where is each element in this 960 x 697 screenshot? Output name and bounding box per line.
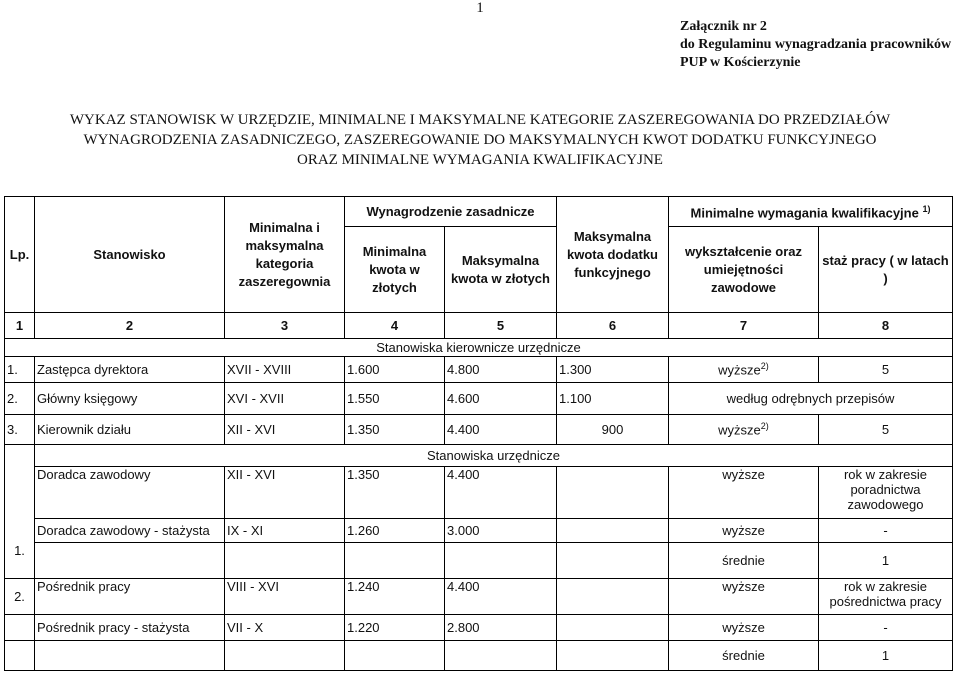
cell-wyk: wyższe bbox=[669, 615, 819, 641]
col-number: 4 bbox=[345, 313, 445, 339]
annex-line-3: PUP w Kościerzynie bbox=[680, 55, 801, 70]
cell-wyk-text: wyższe bbox=[718, 362, 761, 378]
cell-min: 1.600 bbox=[345, 357, 445, 383]
table-row bbox=[5, 579, 953, 615]
col-number: 1 bbox=[5, 313, 35, 339]
header-wynagrodzenie: Wynagrodzenie zasadnicze bbox=[345, 197, 557, 227]
cell-name: Doradca zawodowy bbox=[35, 467, 225, 519]
header-min-kwota: Minimalna kwota w złotych bbox=[345, 227, 445, 313]
cell-dod: 1.100 bbox=[557, 383, 669, 415]
table-row bbox=[5, 357, 953, 383]
cell-kat: IX - XI bbox=[225, 519, 345, 543]
cell-kat: VII - X bbox=[225, 615, 345, 641]
cell-wyk-text: wyższe bbox=[718, 422, 761, 438]
cell-dod bbox=[557, 467, 669, 519]
cell-wyk bbox=[669, 357, 819, 383]
cell-staz: - bbox=[819, 519, 953, 543]
section-title: Stanowiska kierownicze urzędnicze bbox=[5, 339, 953, 357]
header-lp: Lp. bbox=[5, 197, 35, 313]
table-row bbox=[5, 415, 953, 445]
cell-kat: XII - XVI bbox=[225, 467, 345, 519]
cell-staz: 1 bbox=[819, 641, 953, 671]
cell-max bbox=[445, 543, 557, 579]
cell-staz: - bbox=[819, 615, 953, 641]
cell-name: Pośrednik pracy - stażysta bbox=[35, 615, 225, 641]
cell-wyk: wyższe bbox=[669, 519, 819, 543]
table-row bbox=[5, 615, 953, 641]
header-stanowisko: Stanowisko bbox=[35, 197, 225, 313]
annex-line-2: do Regulaminu wynagradzania pracowników bbox=[680, 37, 952, 52]
table-row bbox=[5, 383, 953, 415]
title-line-2: WYNAGRODZENIA ZASADNICZEGO, ZASZEREGOWANIE DO MAKSYMALNYCH KWOT DODATKU FUNKCYJNEGO bbox=[83, 132, 877, 148]
col-number: 8 bbox=[819, 313, 953, 339]
cell-staz: rok w zakresie pośrednictwa pracy bbox=[819, 579, 953, 615]
cell-max: 3.000 bbox=[445, 519, 557, 543]
header-wymagania-sup: 1) bbox=[922, 204, 931, 215]
col-number: 5 bbox=[445, 313, 557, 339]
cell-min: 1.240 bbox=[345, 579, 445, 615]
cell-staz: 5 bbox=[819, 415, 953, 445]
cell-wyk: wyższe bbox=[669, 467, 819, 519]
cell-wyk bbox=[669, 415, 819, 445]
cell-max: 4.800 bbox=[445, 357, 557, 383]
cell-max bbox=[445, 641, 557, 671]
cell-dod bbox=[557, 543, 669, 579]
cell-kat: XVII - XVIII bbox=[225, 357, 345, 383]
column-numbers-row bbox=[5, 313, 953, 339]
cell-staz: 1 bbox=[819, 543, 953, 579]
cell-lp: 1. bbox=[5, 357, 35, 383]
annex-line-1: Załącznik nr 2 bbox=[680, 19, 767, 34]
header-wymagania-text: Minimalne wymagania kwalifikacyjne bbox=[690, 205, 919, 221]
cell-kat: XVI - XVII bbox=[225, 383, 345, 415]
cell-wyk: wyższe bbox=[669, 579, 819, 615]
cell-name: Zastępca dyrektora bbox=[35, 357, 225, 383]
cell-wyk-sup: 2) bbox=[760, 361, 769, 372]
cell-name: Główny księgowy bbox=[35, 383, 225, 415]
document-title bbox=[0, 110, 960, 170]
cell-min: 1.350 bbox=[345, 415, 445, 445]
cell-min bbox=[345, 641, 445, 671]
cell-wyk: średnie bbox=[669, 543, 819, 579]
cell-min: 1.220 bbox=[345, 615, 445, 641]
cell-wyk: według odrębnych przepisów bbox=[669, 383, 953, 415]
table-row bbox=[5, 543, 953, 579]
cell-name bbox=[35, 641, 225, 671]
cell-name: Pośrednik pracy bbox=[35, 579, 225, 615]
col-number: 7 bbox=[669, 313, 819, 339]
cell-max: 4.600 bbox=[445, 383, 557, 415]
positions-table bbox=[4, 196, 953, 671]
cell-dod: 900 bbox=[557, 415, 669, 445]
cell-name: Kierownik działu bbox=[35, 415, 225, 445]
cell-kat: VIII - XVI bbox=[225, 579, 345, 615]
cell-kat: XII - XVI bbox=[225, 415, 345, 445]
cell-dod bbox=[557, 641, 669, 671]
title-line-3: ORAZ MINIMALNE WYMAGANIA KWALIFIKACYJNE bbox=[297, 152, 663, 168]
cell-dod bbox=[557, 579, 669, 615]
cell-lp: 3. bbox=[5, 415, 35, 445]
cell-lp bbox=[5, 641, 35, 671]
col-number: 2 bbox=[35, 313, 225, 339]
header-dodatek: Maksymalna kwota dodatku funkcyjnego bbox=[557, 197, 669, 313]
header-max-kwota: Maksymalna kwota w złotych bbox=[445, 227, 557, 313]
cell-dod bbox=[557, 615, 669, 641]
cell-kat bbox=[225, 641, 345, 671]
cell-kat bbox=[225, 543, 345, 579]
header-staz: staż pracy ( w latach ) bbox=[819, 227, 953, 313]
cell-lp: 2. bbox=[5, 579, 35, 615]
cell-max: 4.400 bbox=[445, 415, 557, 445]
cell-dod bbox=[557, 519, 669, 543]
header-wyksztalcenie: wykształcenie oraz umiejętności zawodowe bbox=[669, 227, 819, 313]
cell-dod: 1.300 bbox=[557, 357, 669, 383]
cell-max: 4.400 bbox=[445, 579, 557, 615]
cell-wyk-sup: 2) bbox=[760, 421, 769, 432]
section-title: Stanowiska urzędnicze bbox=[35, 445, 953, 467]
col-number: 6 bbox=[557, 313, 669, 339]
page-number: 1 bbox=[476, 0, 484, 16]
cell-staz: rok w zakresie poradnictwa zawodowego bbox=[819, 467, 953, 519]
cell-max: 4.400 bbox=[445, 467, 557, 519]
header-wymagania bbox=[669, 197, 953, 227]
cell-lp: 2. bbox=[5, 383, 35, 415]
table-row bbox=[5, 641, 953, 671]
title-line-1: WYKAZ STANOWISK W URZĘDZIE, MINIMALNE I MAKSYMALNE KATEGORIE ZASZEREGOWANIA DO PRZEDZIAŁÓW bbox=[69, 112, 891, 128]
table-row bbox=[5, 519, 953, 543]
cell-max: 2.800 bbox=[445, 615, 557, 641]
annex-header bbox=[680, 18, 951, 72]
cell-name: Doradca zawodowy - stażysta bbox=[35, 519, 225, 543]
cell-wyk: średnie bbox=[669, 641, 819, 671]
header-kategoria: Minimalna i maksymalna kategoria zaszeregownia bbox=[225, 197, 345, 313]
cell-min bbox=[345, 543, 445, 579]
col-number: 3 bbox=[225, 313, 345, 339]
cell-lp bbox=[5, 615, 35, 641]
table-row bbox=[5, 467, 953, 519]
cell-lp: 1. bbox=[5, 445, 35, 579]
cell-name bbox=[35, 543, 225, 579]
cell-min: 1.350 bbox=[345, 467, 445, 519]
cell-min: 1.260 bbox=[345, 519, 445, 543]
cell-staz: 5 bbox=[819, 357, 953, 383]
cell-min: 1.550 bbox=[345, 383, 445, 415]
